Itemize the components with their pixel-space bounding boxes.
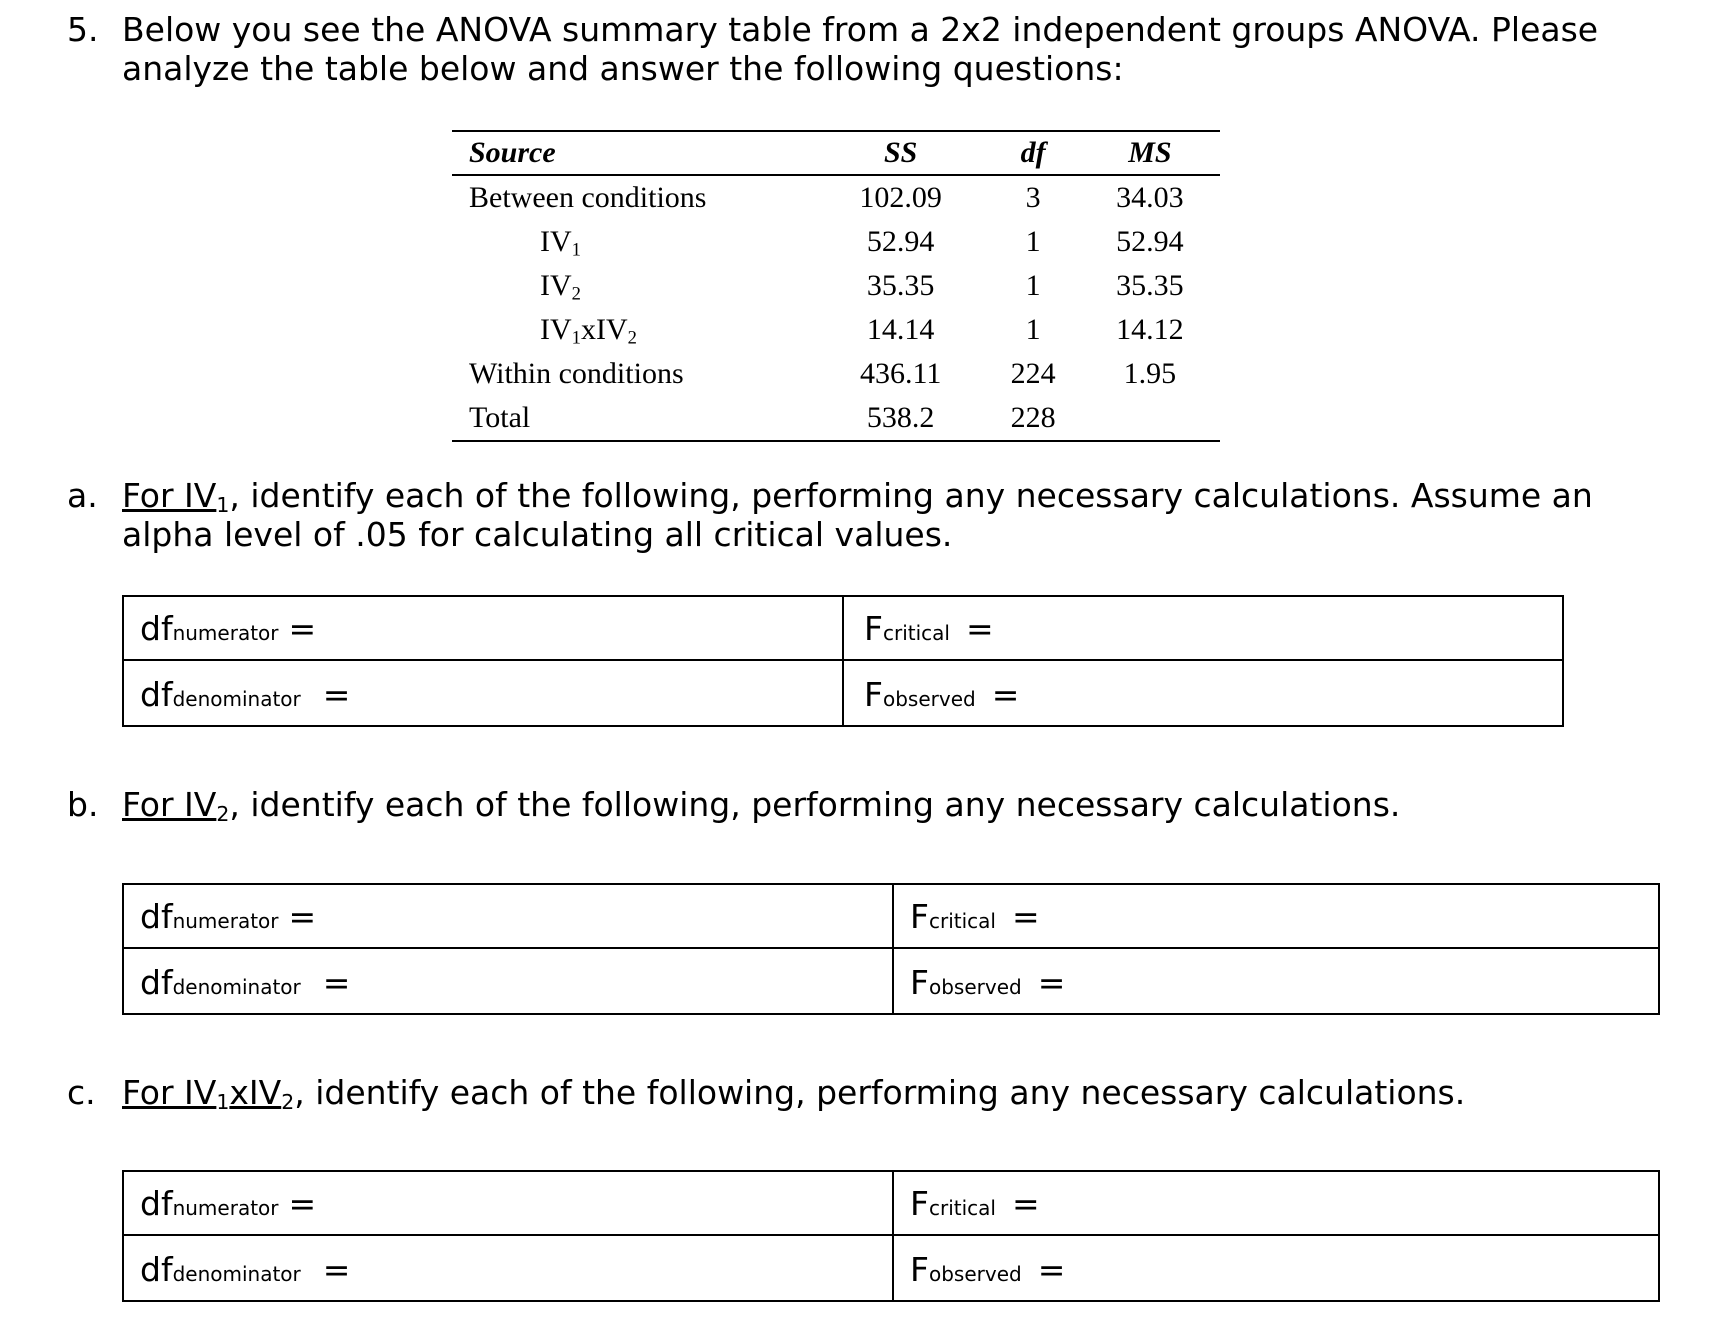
- label: df: [140, 609, 173, 648]
- label-sub: denominator: [172, 687, 301, 711]
- ms-cell: [1080, 396, 1220, 441]
- ms-cell: 34.03: [1116, 181, 1184, 214]
- part-target: [122, 1073, 295, 1115]
- header-ss: SS: [815, 131, 986, 175]
- label-sub: denominator: [172, 1262, 301, 1286]
- equals: =: [965, 609, 994, 648]
- f-observed-field[interactable]: [842, 659, 1564, 727]
- question-line2: analyze the table below and answer the following questions:: [122, 49, 1124, 88]
- label-sub: observed: [928, 975, 1022, 999]
- label-sub: critical: [928, 1196, 996, 1220]
- equals: =: [322, 1250, 351, 1289]
- label: F: [864, 609, 883, 648]
- ss-cell: 436.11: [859, 357, 942, 390]
- label: df: [140, 897, 173, 936]
- df-cell: 1: [1025, 225, 1041, 258]
- part-text: , identify each of the following, performing any necessary calculations. Assume an: [229, 476, 1593, 515]
- df-numerator-field[interactable]: [122, 595, 844, 661]
- equals: =: [288, 1184, 317, 1223]
- ss-cell: 14.14: [866, 313, 935, 346]
- f-critical-field[interactable]: [892, 883, 1660, 949]
- ms-cell: 14.12: [1116, 313, 1184, 346]
- equals: =: [322, 963, 351, 1002]
- header-source: Source: [452, 131, 815, 175]
- df-denominator-field[interactable]: [122, 1234, 894, 1302]
- ms-cell: 35.35: [1116, 269, 1184, 302]
- label-sub: critical: [928, 909, 996, 933]
- df-cell: 224: [1010, 357, 1056, 390]
- part-target: [122, 476, 230, 518]
- label: F: [910, 1184, 929, 1223]
- equals: =: [288, 897, 317, 936]
- target-base: For IV: [122, 785, 217, 824]
- equals: =: [322, 675, 351, 714]
- part-letter: c.: [67, 1073, 96, 1112]
- label: F: [864, 675, 883, 714]
- table-row: [452, 308, 1220, 352]
- ms-cell: 1.95: [1123, 357, 1177, 390]
- df-denominator-field[interactable]: [122, 659, 844, 727]
- equals: =: [1011, 1184, 1040, 1223]
- f-critical-field[interactable]: [892, 1170, 1660, 1236]
- label-sub: numerator: [172, 1196, 279, 1220]
- question-number: 5.: [67, 10, 99, 49]
- source-cell: [452, 264, 815, 308]
- label: F: [910, 963, 929, 1002]
- target-sub: 1: [216, 493, 230, 518]
- target-sub2: 2: [281, 1090, 295, 1115]
- df-denominator-field[interactable]: [122, 947, 894, 1015]
- ss-cell: 102.09: [859, 181, 942, 214]
- target-sub: 1: [216, 1090, 230, 1115]
- target-base: For IV: [122, 1073, 217, 1112]
- part-text: , identify each of the following, performing any necessary calculations.: [294, 1073, 1466, 1112]
- ss-cell: 52.94: [866, 225, 935, 258]
- label: df: [140, 1250, 173, 1289]
- target-sub: 2: [216, 802, 230, 827]
- equals: =: [991, 675, 1020, 714]
- part-letter: a.: [67, 476, 98, 515]
- f-observed-field[interactable]: [892, 1234, 1660, 1302]
- equals: =: [1037, 1250, 1066, 1289]
- source-base: IV: [540, 313, 572, 346]
- target-base: For IV: [122, 476, 217, 515]
- question-line1: Below you see the ANOVA summary table from a 2x2 independent groups ANOVA. Please: [122, 10, 1599, 49]
- source-cell: Total: [452, 396, 815, 441]
- table-row: [452, 175, 1220, 220]
- source-cell: Within conditions: [469, 357, 684, 390]
- equals: =: [1037, 963, 1066, 1002]
- df-cell: 1: [1025, 269, 1041, 302]
- anova-summary-table: [452, 130, 1220, 442]
- df-cell: 3: [1025, 181, 1041, 214]
- part-text-line2: alpha level of .05 for calculating all critical values.: [122, 515, 953, 554]
- target-mid: xIV: [229, 1073, 282, 1112]
- header-df: df: [986, 131, 1079, 175]
- label: df: [140, 963, 173, 1002]
- label: df: [140, 1184, 173, 1223]
- df-cell: 1: [1025, 313, 1041, 346]
- source-cell: [452, 220, 815, 264]
- source-cell: Between conditions: [469, 181, 707, 214]
- ss-cell: 538.2: [815, 396, 986, 441]
- label: df: [140, 675, 173, 714]
- label-sub: numerator: [172, 909, 279, 933]
- table-row: [452, 352, 1220, 396]
- label-sub: numerator: [172, 621, 279, 645]
- source-sub: 1: [571, 239, 581, 261]
- source-base: IV: [540, 225, 572, 258]
- source-sub: 2: [571, 283, 581, 305]
- equals: =: [288, 609, 317, 648]
- table-row: [452, 220, 1220, 264]
- label-sub: observed: [882, 687, 976, 711]
- label: F: [910, 897, 929, 936]
- df-cell: 228: [986, 396, 1079, 441]
- ms-cell: 52.94: [1116, 225, 1184, 258]
- ss-cell: 35.35: [866, 269, 935, 302]
- source-sub: 1: [571, 327, 581, 349]
- part-letter: b.: [67, 785, 99, 824]
- label-sub: observed: [928, 1262, 1022, 1286]
- part-text: , identify each of the following, performing any necessary calculations.: [229, 785, 1401, 824]
- label-sub: critical: [882, 621, 950, 645]
- f-critical-field[interactable]: [842, 595, 1564, 661]
- part-target: [122, 785, 230, 827]
- f-observed-field[interactable]: [892, 947, 1660, 1015]
- df-numerator-field[interactable]: [122, 1170, 894, 1236]
- source-base: IV: [540, 269, 572, 302]
- table-header-row: [452, 131, 1220, 175]
- source-cell: [452, 308, 815, 352]
- df-numerator-field[interactable]: [122, 883, 894, 949]
- source-mid: xIV: [580, 313, 628, 346]
- table-row: [452, 264, 1220, 308]
- label: F: [910, 1250, 929, 1289]
- table-row: [452, 396, 1220, 441]
- equals: =: [1011, 897, 1040, 936]
- label-sub: denominator: [172, 975, 301, 999]
- header-ms: MS: [1080, 131, 1220, 175]
- source-sub2: 2: [627, 327, 637, 349]
